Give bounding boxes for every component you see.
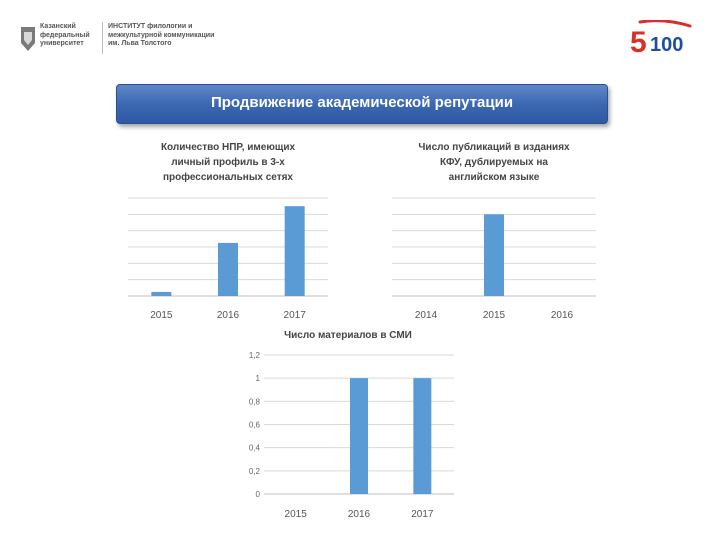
chart-1-bar-2016	[218, 243, 238, 296]
chart-3-category-label: 2017	[411, 509, 434, 520]
chart-2-title-line: КФУ, дублируемых на	[440, 157, 548, 168]
chart-1-title-line: Количество НПР, имеющих	[160, 142, 296, 153]
chart-3-y-tick-label: 0,2	[248, 466, 260, 476]
logo-five: 5	[630, 26, 647, 56]
logo-hundred: 100	[650, 34, 684, 56]
chart-3-bar-2016	[350, 378, 368, 494]
chart-2-title-line: английском языке	[448, 172, 540, 183]
chart-1-title-line: личный профиль в 3-х	[171, 157, 285, 168]
chart-3-y-tick-label: 1,2	[248, 351, 260, 360]
chart-2-title-line: Число публикаций в изданиях	[418, 142, 570, 153]
chart-2-category-label: 2016	[550, 310, 574, 321]
chart-3-category-label: 2016	[347, 509, 371, 520]
institute-name: ИНСТИТУТ филологии и межкультурной коммуникации им. Льва Толстого	[108, 23, 215, 47]
chart-1-title-line: профессиональных сетях	[163, 172, 293, 183]
chart-1-category-label: 2015	[150, 310, 173, 321]
chart-3-y-tick-label: 0,8	[248, 397, 260, 407]
chart-2-bar-2015	[484, 214, 504, 296]
chart-2-category-label: 2015	[482, 310, 506, 321]
chart-3-y-tick-label: 1	[255, 374, 260, 384]
university-name: Казанский федеральный университет	[40, 23, 90, 47]
chart-3-y-tick-label: 0	[255, 490, 260, 499]
chart-1-category-label: 2017	[283, 310, 306, 321]
chart-2-category-label: 2014	[414, 310, 438, 321]
chart-1-bar-2015	[151, 292, 171, 296]
chart-3-title-line: Число материалов в СМИ	[284, 330, 412, 341]
chart-3-y-tick-label: 0,4	[248, 443, 260, 453]
chart-1-bar-2017	[285, 206, 305, 296]
chart-3-y-tick-label: 0,6	[248, 420, 260, 430]
banner-title: Продвижение академической репутации	[210, 94, 514, 111]
chart-3-bar-2017	[413, 378, 431, 494]
chart-3-category-label: 2015	[284, 509, 307, 520]
chart-1-category-label: 2016	[216, 310, 240, 321]
